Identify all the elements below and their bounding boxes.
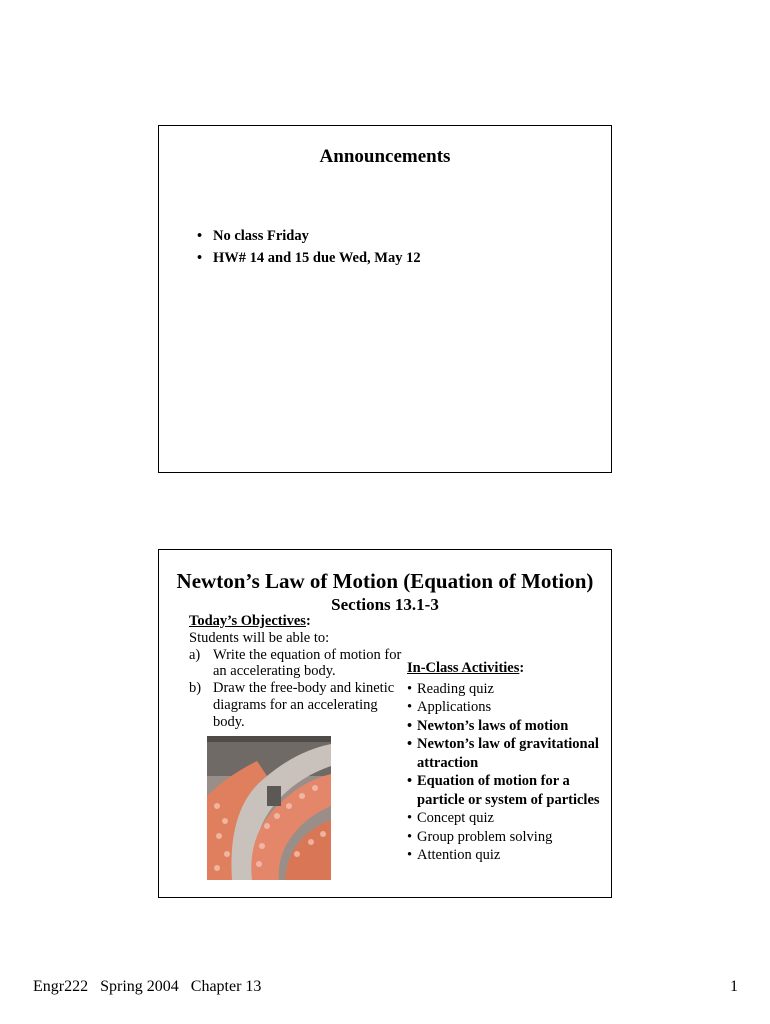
- bullet: •: [407, 847, 413, 863]
- activity-item: [407, 717, 607, 736]
- activity-item: [407, 772, 607, 809]
- activity-item: [407, 828, 607, 847]
- slide-announcements: [158, 125, 612, 473]
- bullet: •: [407, 736, 413, 752]
- list-item-text: No class Friday: [213, 228, 309, 244]
- bullet: •: [407, 680, 413, 697]
- activity-item: [407, 846, 607, 865]
- bottling-conveyor-photo: [207, 736, 331, 880]
- slide-newtons-law: [158, 549, 612, 898]
- objectives-block: [189, 613, 404, 731]
- activity-text: Group problem solving: [417, 828, 553, 845]
- objective-item: a) Write the equation of motion for an accelerating body.: [189, 646, 402, 680]
- bullet: •: [407, 699, 413, 715]
- objectives-heading: Today’s Objectives:: [189, 613, 311, 629]
- slide-title: Newton’s Law of Motion (Equation of Motion): [176, 569, 594, 593]
- page-number: 1: [730, 978, 738, 995]
- activities-block: [407, 659, 607, 865]
- activity-text: Applications: [417, 699, 492, 715]
- bullet: •: [407, 717, 413, 734]
- activity-text: Reading quiz: [417, 680, 494, 697]
- list-item: • No class Friday: [197, 228, 309, 244]
- objectives-intro: Students will be able to:: [189, 629, 330, 646]
- activities-heading: In-Class Activities:: [407, 660, 525, 676]
- activity-item: [407, 809, 607, 828]
- activity-item: [407, 680, 607, 699]
- list-item: • HW# 14 and 15 due Wed, May 12: [197, 250, 421, 266]
- slide-subtitle: Sections 13.1-3: [331, 595, 439, 614]
- footer-course: Engr222 Spring 2004 Chapter 13: [33, 978, 262, 995]
- activity-text: Newton’s laws of motion: [417, 717, 569, 734]
- objective-item: b) Draw the free-body and kinetic diagrams for an accelerating body.: [189, 680, 395, 730]
- slide-title: Announcements: [319, 146, 451, 167]
- bullet: •: [407, 773, 413, 789]
- bullet: •: [407, 828, 413, 845]
- activity-text: Equation of motion for a particle or system of particles: [417, 773, 600, 808]
- list-item-text: HW# 14 and 15 due Wed, May 12: [213, 250, 421, 266]
- activity-item: [407, 698, 607, 717]
- bullet: •: [407, 810, 413, 826]
- announcement-list: [197, 225, 421, 269]
- activity-text: Concept quiz: [417, 810, 494, 826]
- activity-text: Newton’s law of gravitational attraction: [417, 736, 599, 771]
- activity-item: [407, 735, 607, 772]
- activity-text: Attention quiz: [417, 847, 501, 863]
- activities-list: [407, 680, 607, 865]
